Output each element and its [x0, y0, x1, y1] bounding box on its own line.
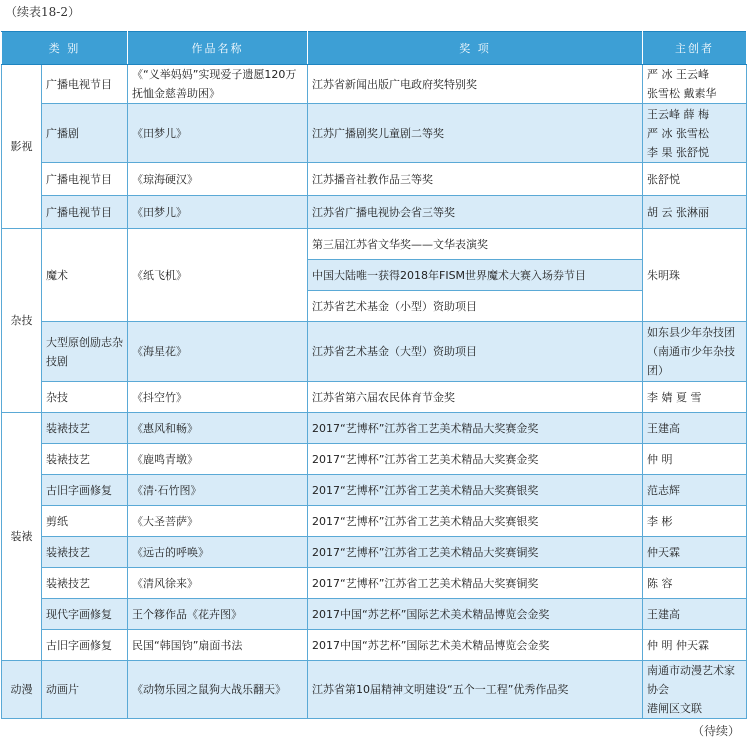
row-work: 《“义举妈妈”实现爱子遗愿120万抚恤金慈善助困》: [128, 65, 308, 104]
row-type: 魔术: [42, 229, 128, 322]
row-type: 古旧字画修复: [42, 630, 128, 661]
row-award: 2017“艺博杯”江苏省工艺美术精品大奖赛金奖: [308, 444, 643, 475]
row-award: 2017“艺博杯”江苏省工艺美术精品大奖赛银奖: [308, 506, 643, 537]
row-award: 2017“艺博杯”江苏省工艺美术精品大奖赛铜奖: [308, 568, 643, 599]
row-type: 广播电视节目: [42, 65, 128, 104]
row-work: 《鹿鸣青墩》: [128, 444, 308, 475]
row-creator: 陈 容: [643, 568, 747, 599]
table-row: [2, 506, 747, 537]
row-work: 《田梦儿》: [128, 196, 308, 229]
category-zaji: 杂技: [2, 229, 42, 413]
row-award: 第三届江苏省文华奖——文华表演奖: [308, 229, 643, 260]
row-creator: 李 婧 夏 雪: [643, 382, 747, 413]
category-yingshi: 影视: [2, 65, 42, 229]
row-type: 装裱技艺: [42, 537, 128, 568]
row-work: 《惠风和畅》: [128, 413, 308, 444]
header-work: 作品名称: [128, 32, 308, 65]
row-type: 广播电视节目: [42, 163, 128, 196]
row-creator: 南通市动漫艺术家协会 港闸区文联: [643, 661, 747, 719]
table-row: [2, 630, 747, 661]
row-work: 《海星花》: [128, 322, 308, 382]
awards-table: [1, 31, 747, 719]
row-award: 江苏广播剧奖儿童剧二等奖: [308, 104, 643, 163]
row-work: 《清风徐来》: [128, 568, 308, 599]
table-row: [2, 661, 747, 719]
row-type: 古旧字画修复: [42, 475, 128, 506]
table-row: [2, 163, 747, 196]
row-award: 2017“艺博杯”江苏省工艺美术精品大奖赛银奖: [308, 475, 643, 506]
row-type: 装裱技艺: [42, 444, 128, 475]
row-work: 《纸飞机》: [128, 229, 308, 322]
row-work: 民国“韩国钧”扇面书法: [128, 630, 308, 661]
table-row: [2, 65, 747, 104]
table-row: [2, 229, 747, 260]
row-creator: 如东县少年杂技团（南通市少年杂技团）: [643, 322, 747, 382]
row-creator: 王建高: [643, 413, 747, 444]
row-award: 2017“艺博杯”江苏省工艺美术精品大奖赛铜奖: [308, 537, 643, 568]
table-row: [2, 568, 747, 599]
header-creator: 主创者: [643, 32, 747, 65]
row-creator: 王云峰 薛 梅 严 冰 张雪松 李 果 张舒悦: [643, 104, 747, 163]
row-creator: 仲 明 仲天霖: [643, 630, 747, 661]
table-row: [2, 196, 747, 229]
row-work: 《大圣菩萨》: [128, 506, 308, 537]
row-award: 江苏播音社教作品三等奖: [308, 163, 643, 196]
row-type: 大型原创励志杂技剧: [42, 322, 128, 382]
row-work: 《田梦儿》: [128, 104, 308, 163]
row-type: 装裱技艺: [42, 568, 128, 599]
row-award: 江苏省艺术基金（小型）资助项目: [308, 291, 643, 322]
row-award: 2017中国“苏艺杯”国际艺术美术精品博览会金奖: [308, 630, 643, 661]
row-type: 杂技: [42, 382, 128, 413]
table-row: [2, 444, 747, 475]
table-row: [2, 475, 747, 506]
row-work: 《琼海硬汉》: [128, 163, 308, 196]
row-award: 中国大陆唯一获得2018年FISM世界魔术大赛入场券节目: [308, 260, 643, 291]
row-type: 动画片: [42, 661, 128, 719]
row-work: 《清·石竹图》: [128, 475, 308, 506]
row-award: 江苏省第六届农民体育节金奖: [308, 382, 643, 413]
row-work: 《远古的呼唤》: [128, 537, 308, 568]
row-type: 装裱技艺: [42, 413, 128, 444]
category-dongman: 动漫: [2, 661, 42, 719]
row-work: 《动物乐园之鼠狗大战乐翻天》: [128, 661, 308, 719]
row-type: 现代字画修复: [42, 599, 128, 630]
row-creator: 王建高: [643, 599, 747, 630]
table-row: [2, 413, 747, 444]
header-award: 奖 项: [308, 32, 643, 65]
row-work: 《抖空竹》: [128, 382, 308, 413]
header-row: [2, 32, 747, 65]
table-row: [2, 104, 747, 163]
table-row: [2, 382, 747, 413]
table-row: [2, 322, 747, 382]
category-zhuanghuang: 装裱: [2, 413, 42, 661]
row-creator: 李 彬: [643, 506, 747, 537]
row-award: 2017“艺博杯”江苏省工艺美术精品大奖赛金奖: [308, 413, 643, 444]
table-continuation-caption: （续表18-2）: [5, 5, 80, 19]
row-type: 广播电视节目: [42, 196, 128, 229]
row-work: 王个簃作品《花卉图》: [128, 599, 308, 630]
row-creator: 范志辉: [643, 475, 747, 506]
row-award: 江苏省新闻出版广电政府奖特别奖: [308, 65, 643, 104]
row-creator: 仲 明: [643, 444, 747, 475]
row-type: 广播剧: [42, 104, 128, 163]
table-row: [2, 599, 747, 630]
header-category: 类 别: [2, 32, 128, 65]
row-award: 江苏省广播电视协会省三等奖: [308, 196, 643, 229]
table-row: [2, 537, 747, 568]
to-be-continued-caption: （待续）: [691, 724, 740, 738]
row-creator: 严 冰 王云峰 张雪松 戴素华: [643, 65, 747, 104]
row-award: 2017中国“苏艺杯”国际艺术美术精品博览会金奖: [308, 599, 643, 630]
row-creator: 张舒悦: [643, 163, 747, 196]
row-award: 江苏省艺术基金（大型）资助项目: [308, 322, 643, 382]
row-creator: 仲天霖: [643, 537, 747, 568]
row-type: 剪纸: [42, 506, 128, 537]
row-award: 江苏省第10届精神文明建设“五个一工程”优秀作品奖: [308, 661, 643, 719]
row-creator: 朱明珠: [643, 229, 747, 322]
row-creator: 胡 云 张淋丽: [643, 196, 747, 229]
